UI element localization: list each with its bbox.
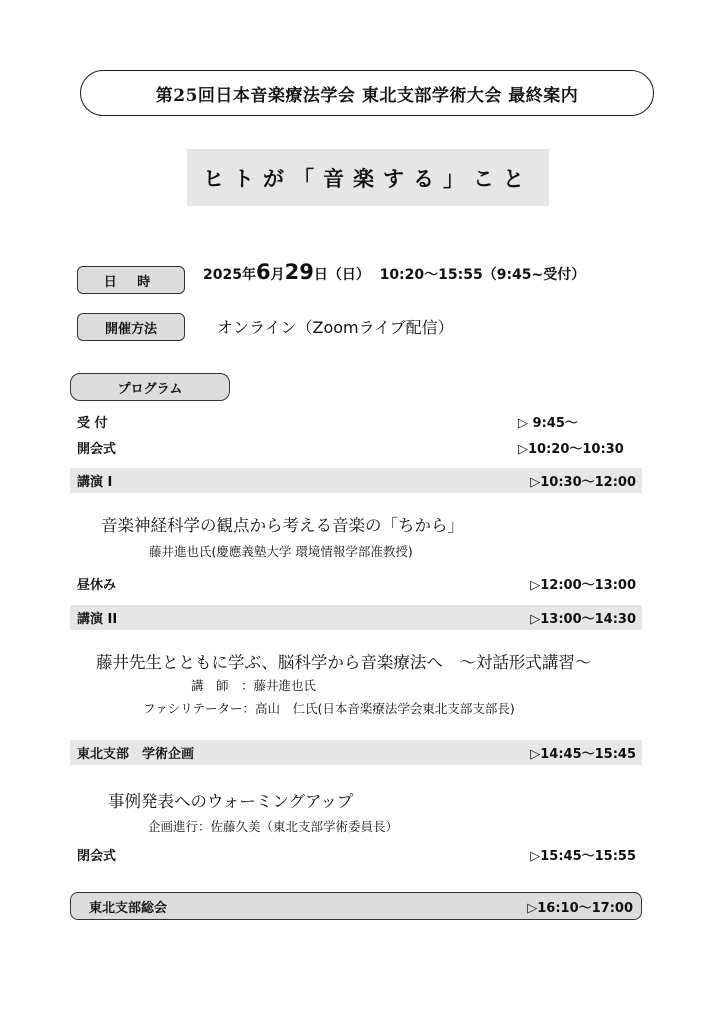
date-time: 10:20～15:55（9:45~受付） <box>379 267 586 283</box>
program-row-lunch <box>70 571 642 596</box>
event-date <box>203 260 585 284</box>
program-row-label: 講演 I <box>77 475 113 490</box>
program-row-label: 東北支部総会 <box>89 900 168 916</box>
program-row-label: 閉会式 <box>77 849 117 864</box>
program-row-label: 開会式 <box>77 442 117 457</box>
date-day: 29 <box>284 260 314 284</box>
lecture2-title: 藤井先生とともに学ぶ、脳科学から音楽療法へ ～対話形式講習～ <box>96 653 592 672</box>
program-row-time: ▷10:20～10:30 <box>518 442 624 457</box>
program-row-general-meeting <box>70 892 642 920</box>
program-row-branch <box>70 740 642 765</box>
program-row-lecture2 <box>70 605 642 630</box>
lecture2-lecturer: 講 師 ：藤井進也氏 <box>191 678 317 693</box>
branch-session-organizer: 企画進行：佐藤久美（東北支部学術委員長） <box>148 819 399 834</box>
method-label-badge: 開催方法 <box>77 313 185 341</box>
program-row-time: ▷ 9:45～ <box>518 416 578 431</box>
page-title: 第25回日本音楽療法学会 東北支部学術大会 最終案内 <box>80 70 654 116</box>
program-row-time: ▷13:00～14:30 <box>530 612 636 627</box>
date-month-suffix: 月 <box>270 267 285 283</box>
program-row-label: 昼休み <box>77 578 117 593</box>
program-row-closing <box>70 842 642 867</box>
program-row-lecture1 <box>70 468 642 493</box>
program-row-time: ▷12:00～13:00 <box>530 578 636 593</box>
date-year: 2025年 <box>203 267 256 283</box>
program-row-label: 東北支部 学術企画 <box>77 747 195 762</box>
program-row-time: ▷16:10～17:00 <box>527 900 633 916</box>
date-label-badge: 日 時 <box>77 266 185 294</box>
program-label-badge: プログラム <box>70 373 230 401</box>
event-theme: ヒトが「音楽する」こと <box>187 149 549 206</box>
lecture1-speaker: 藤井進也氏(慶應義塾大学 環境情報学部准教授) <box>149 544 413 559</box>
program-row-time: ▷15:45～15:55 <box>530 849 636 864</box>
program-row-time: ▷10:30～12:00 <box>530 475 636 490</box>
lecture2-facilitator: ファシリテーター：高山 仁氏(日本音楽療法学会東北支部支部長) <box>143 701 515 716</box>
method-value: オンライン（Zoomライブ配信） <box>217 318 454 337</box>
program-row-reception <box>70 409 642 434</box>
date-day-suffix: 日（日） <box>313 267 370 283</box>
program-row-label: 受 付 <box>77 416 108 431</box>
lecture1-title: 音楽神経科学の観点から考える音楽の「ちから」 <box>101 516 464 535</box>
program-row-label: 講演 II <box>77 612 118 627</box>
program-row-time: ▷14:45～15:45 <box>530 747 636 762</box>
program-row-opening <box>70 435 642 460</box>
date-month: 6 <box>255 260 271 284</box>
branch-session-title: 事例発表へのウォーミングアップ <box>108 792 354 811</box>
